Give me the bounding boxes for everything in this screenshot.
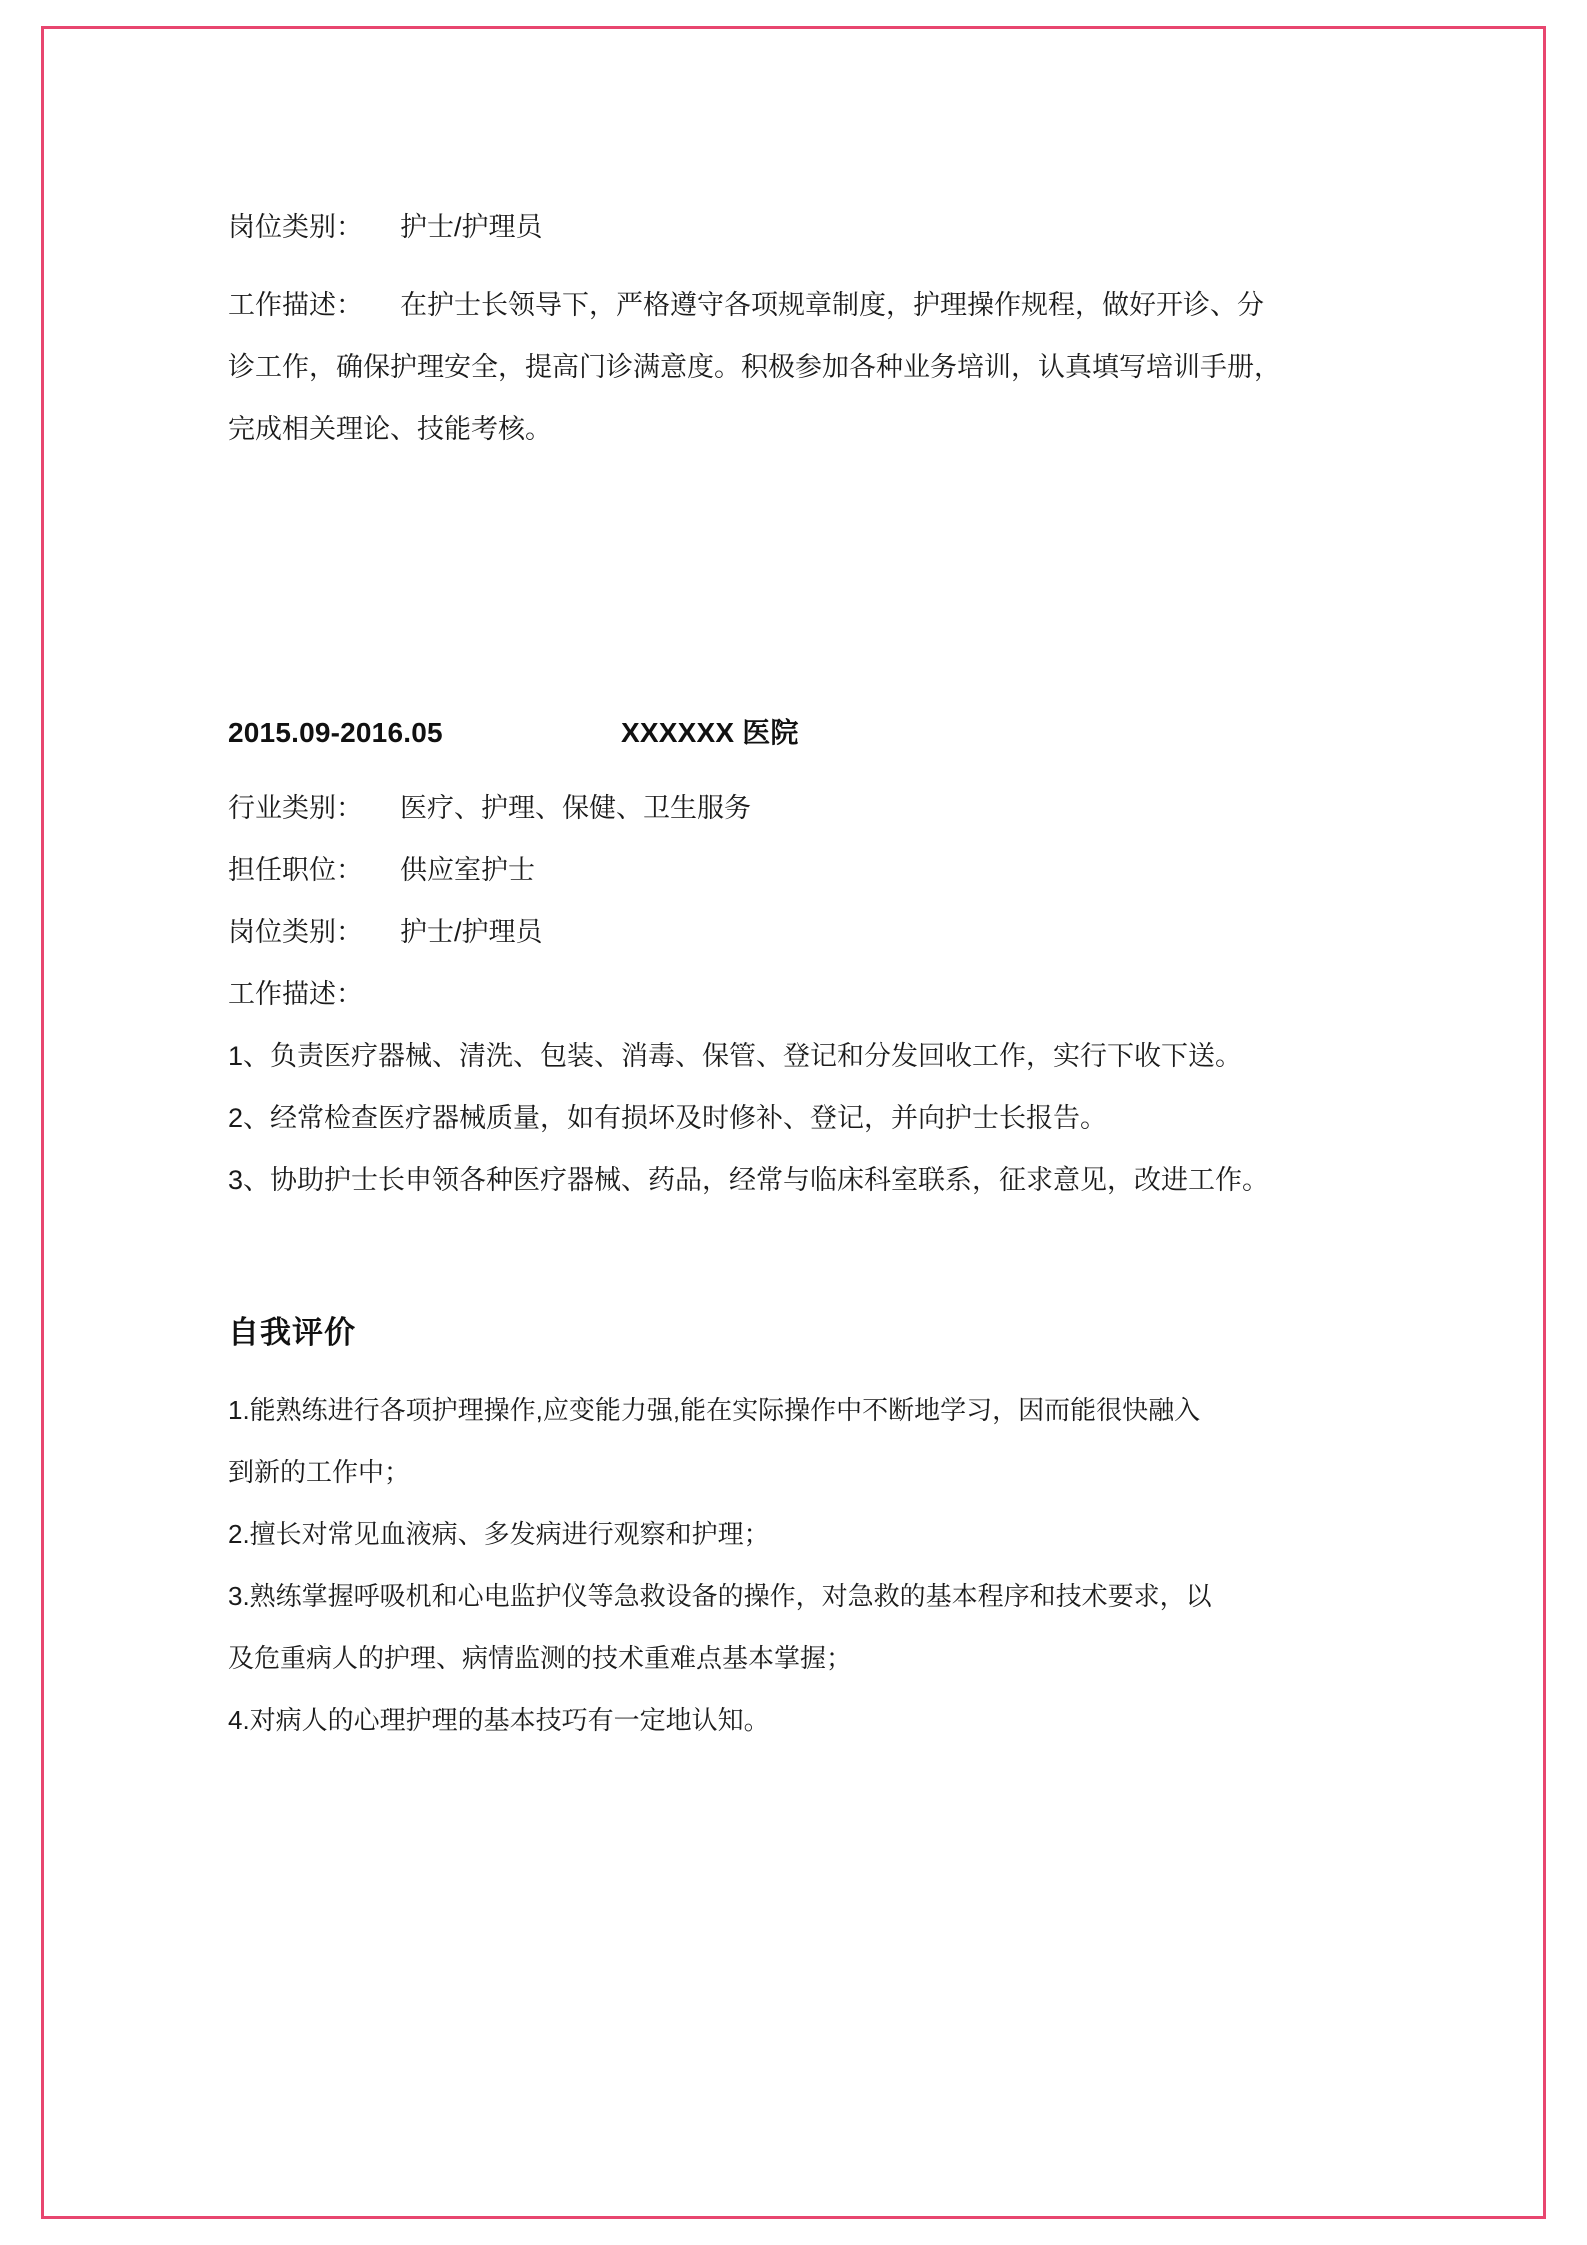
- first-job-description-line-3: 完成相关理论、技能考核。: [228, 414, 552, 444]
- page-content: [228, 0, 1368, 1751]
- self-evaluation-line-3: 2.擅长对常见血液病、多发病进行观察和护理；: [228, 1519, 770, 1549]
- self-evaluation-title: 自我评价: [228, 1315, 356, 1350]
- second-job-category-label: 岗位类别：: [228, 917, 363, 947]
- second-job-company: XXXXXX 医院: [620, 717, 799, 748]
- second-job-description-item-2: 2、经常检查医疗器械质量，如有损坏及时修补、登记，并向护士长报告。: [228, 1103, 1108, 1133]
- second-job-position-label: 担任职位：: [228, 855, 363, 885]
- first-job-description-label: 工作描述：: [228, 290, 363, 320]
- second-job-description-item-3: 3、协助护士长申领各种医疗器械、药品，经常与临床科室联系，征求意见，改进工作。: [228, 1165, 1270, 1195]
- second-job-description-label: 工作描述：: [228, 979, 363, 1009]
- second-job-category-value: 护士/护理员: [400, 917, 543, 947]
- first-job-description-line-1: [228, 274, 1368, 336]
- first-job-description-line-2: 诊工作，确保护理安全，提高门诊满意度。积极参加各种业务培训，认真填写培训手册，: [228, 352, 1281, 382]
- second-job-industry-row: [228, 777, 1368, 839]
- second-job-period: 2015.09-2016.05: [228, 717, 443, 748]
- second-job-industry-value: 医疗、护理、保健、卫生服务: [400, 793, 752, 823]
- second-job-position-value: 供应室护士: [400, 855, 536, 885]
- first-job-category-row: [228, 196, 1368, 258]
- first-job-category-label: 岗位类别：: [228, 212, 363, 242]
- second-job-header: [228, 705, 1368, 761]
- self-evaluation-line-4: 3.熟练掌握呼吸机和心电监护仪等急救设备的操作，对急救的基本程序和技术要求，以: [228, 1581, 1212, 1611]
- self-evaluation-line-1: 1.能熟练进行各项护理操作,应变能力强,能在实际操作中不断地学习，因而能很快融入: [228, 1395, 1201, 1425]
- first-job-description-text-1: 在护士长领导下，严格遵守各项规章制度，护理操作规程，做好开诊、分: [400, 290, 1265, 320]
- self-evaluation-line-6: 4.对病人的心理护理的基本技巧有一定地认知。: [228, 1705, 770, 1735]
- second-job-industry-label: 行业类别：: [228, 793, 363, 823]
- first-job-category-value: 护士/护理员: [400, 212, 543, 242]
- self-evaluation-line-5: 及危重病人的护理、病情监测的技术重难点基本掌握；: [228, 1643, 853, 1673]
- second-job-category-row: [228, 901, 1368, 963]
- second-job-description-item-1: 1、负责医疗器械、清洗、包装、消毒、保管、登记和分发回收工作，实行下收下送。: [228, 1041, 1243, 1071]
- self-evaluation-line-2: 到新的工作中；: [228, 1457, 411, 1487]
- second-job-position-row: [228, 839, 1368, 901]
